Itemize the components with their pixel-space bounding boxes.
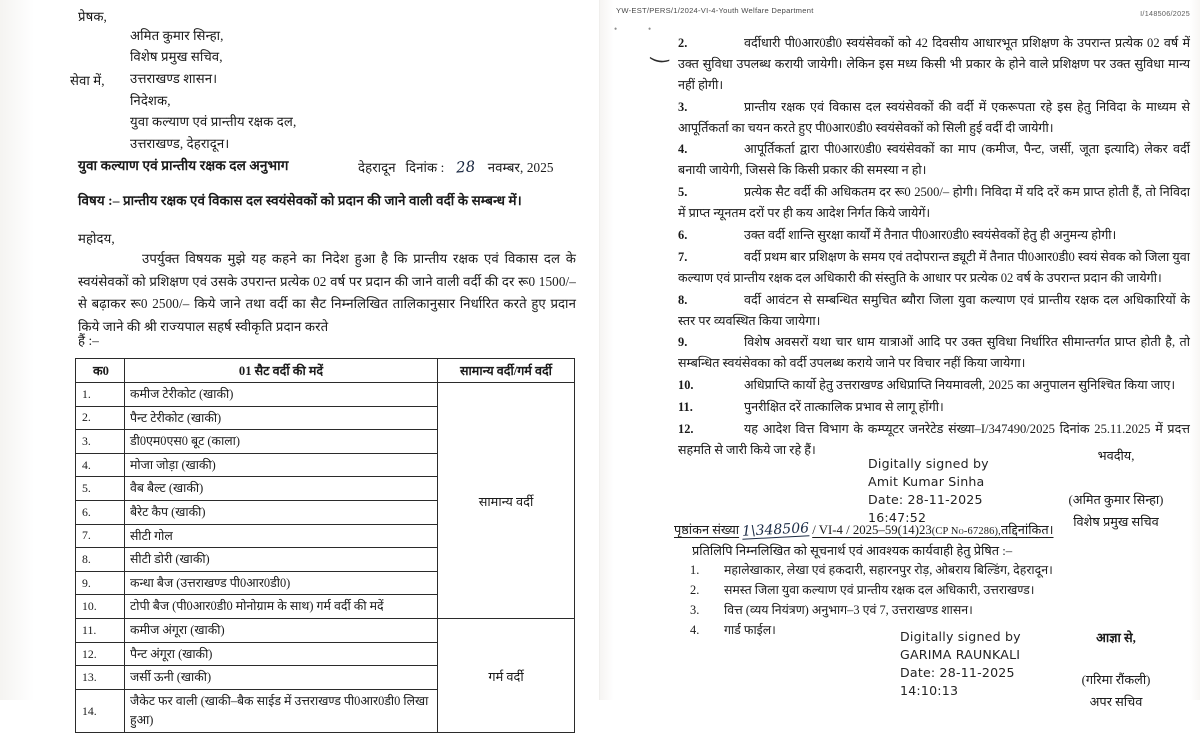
table-row (76, 619, 575, 643)
to-line-1: निदेशक, (130, 93, 171, 108)
row-serial: 13. (76, 666, 125, 690)
column-header-serial: क0 (76, 359, 125, 383)
row-serial: 7. (76, 524, 125, 548)
order-clause (678, 397, 1190, 418)
row-serial: 5. (76, 477, 125, 501)
order-clause (678, 332, 1190, 374)
salutation: महोदय, (78, 231, 115, 246)
endorsement-subtitle: प्रतिलिपि निम्नलिखित को सूचनार्थ एवं आवश्यक कार्यवाही हेतु प्रेषित :– (692, 544, 1013, 558)
order-clause (678, 290, 1190, 332)
clause-text: अधिप्राप्ति कार्यो हेतु उत्तराखण्ड अधिप्राप्ति नियमावली, 2025 का अनुपालन सुनिश्चित किया जाए। (744, 378, 1176, 393)
clause-number: 2. (678, 36, 688, 50)
subject-line (78, 190, 522, 212)
signatory-name: (गरिमा रौंकली) (1081, 672, 1151, 687)
clause-number: 4. (678, 142, 688, 157)
table-body (76, 383, 575, 733)
row-item: जैकेट फर वाली (खाकी–बैक साईड में उत्तराखण्ड पी0आर0डी0 लिखा हुआ) (125, 689, 438, 732)
uniform-items-table (75, 358, 575, 733)
row-item: वैब बैल्ट (खाकी) (125, 477, 438, 501)
department-section-heading: युवा कल्याण एवं प्रान्तीय रक्षक दल अनुभाग (78, 158, 289, 173)
subject-text: प्रान्तीय रक्षक एवं विकास दल स्वयंसेवकों को प्रदान की जाने वाली वर्दी के सम्बन्ध में। (122, 193, 522, 208)
handwritten-date-day: 28 (455, 157, 477, 177)
clause-number: 10. (678, 378, 694, 393)
order-clause (678, 97, 1190, 139)
signature-line-1: Digitally signed by (900, 629, 1021, 644)
row-item: डी0एम0एस0 बूट (काला) (125, 430, 438, 454)
signatory-designation: विशेष प्रमुख सचिव (1073, 514, 1159, 529)
closing-greeting: आज्ञा से, (1096, 631, 1136, 645)
table-header (76, 359, 575, 383)
endorsement-label: पृष्ठांकन संख्या (674, 523, 740, 537)
signature-line-1: Digitally signed by (868, 456, 989, 471)
document-page-left (0, 0, 600, 728)
clause-number: 9. (678, 335, 688, 350)
row-serial: 1. (76, 383, 125, 407)
body-paragraph-tail: हैं :– (78, 333, 99, 348)
row-item: कमीज टेरीकोट (खाकी) (125, 383, 438, 407)
row-serial: 3. (76, 430, 125, 454)
order-clause (678, 182, 1190, 224)
row-item: कन्धा बैज (उत्तराखण्ड पी0आर0डी0) (125, 571, 438, 595)
clause-number: 11. (678, 400, 693, 415)
clause-text: उक्त वर्दी शान्ति सुरक्षा कार्यों में तैनात पी0आर0डी0 स्वयंसेवकों हेतु ही अनुमन्य होगी। (744, 228, 1117, 243)
copy-item-text: गार्ड फाईल। (724, 623, 776, 638)
subject-label: विषय :– (78, 193, 120, 208)
clause-number: 6. (678, 228, 688, 243)
row-item: टोपी बैज (पी0आर0डी0 मोनोग्राम के साथ) गर्म वर्दी की मदें (125, 595, 438, 619)
to-address-block (130, 90, 296, 154)
clause-text: प्रान्तीय रक्षक एवं विकास दल स्वयंसेवकों की वर्दी में एकरूपता रहे इस हेतु निविदा के माध्यम से आपूर्तिकर्ता का चयन करते हुए पी0आर0डी0 स्वयंसेवकों को सिली हुई वर्दी दी जायेगी। (678, 99, 1190, 135)
copy-list-item (690, 560, 1190, 580)
copy-list-item (690, 580, 1190, 600)
column-header-item: 01 सैट वर्दी की मदें (125, 359, 438, 383)
endorsement-cp-number: (CP No-67286), (931, 526, 1001, 537)
copy-list-item (690, 600, 1190, 620)
order-clause (678, 225, 1190, 246)
row-serial: 12. (76, 642, 125, 666)
row-item: पैन्ट अंगूरा (खाकी) (125, 642, 438, 666)
from-line-2: विशेष प्रमुख सचिव, (130, 49, 223, 65)
row-item: पैन्ट टेरीकोट (खाकी) (125, 406, 438, 430)
order-clause (678, 139, 1190, 181)
closing-greeting: भवदीय, (1097, 449, 1135, 463)
row-serial: 14. (76, 689, 125, 732)
closing-block-secondary (1046, 628, 1186, 713)
date-month-year: नवम्बर, 2025 (487, 160, 554, 175)
clause-number: 5. (678, 185, 688, 200)
column-header-category: सामान्य वर्दी/गर्म वर्दी (438, 359, 575, 383)
from-line-3: उत्तराखण्ड शासन। (130, 70, 218, 86)
signature-line-4: 14:10:13 (900, 682, 959, 698)
copy-item-number: 2. (690, 583, 700, 598)
clause-number: 7. (678, 249, 688, 264)
clause-text: वर्दी आवंटन से सम्बन्धित समुचित ब्यौरा जिला युवा कल्याण एवं प्रान्तीय रक्षक दल अधिकारियों के स्तर पर व्यवस्थित किया जायेगा। (678, 292, 1190, 328)
date-label: दिनांक : (405, 160, 445, 175)
signature-line-3: Date: 28-11-2025 (900, 664, 1015, 680)
signature-line-3: Date: 28-11-2025 (868, 491, 983, 507)
copy-item-text: वित्त (व्यय नियंत्रण) अनुभाग–3 एवं 7, उत्तराखण्ड शासन। (724, 603, 973, 618)
clause-text: प्रत्येक सैट वर्दी की अधिकतम दर रू0 2500/– होगी। निविदा में यदि दरें कम प्राप्त होती हैं, तो निविदा में प्राप्त न्यूनतम दरों पर ही कय आदेश निर्गत किये जायेगें। (678, 185, 1190, 221)
table-row (76, 383, 575, 407)
row-serial: 4. (76, 453, 125, 477)
order-clause (678, 247, 1190, 289)
row-item: जर्सी ऊनी (खाकी) (125, 666, 438, 690)
category-cell-warm: गर्म वर्दी (438, 619, 575, 733)
row-serial: 9. (76, 571, 125, 595)
from-address-block (130, 25, 224, 89)
category-cell-general: सामान्य वर्दी (438, 383, 575, 619)
row-item: सीटी गोल (125, 524, 438, 548)
clause-number: 8. (678, 292, 688, 307)
order-clause-list (678, 33, 1190, 462)
uniform-items-table-container (75, 358, 575, 733)
place-label: देहरादून (358, 160, 396, 175)
clause-text: विशेष अवसरों यथा चार धाम यात्राओं आदि पर उक्त सुविधा निर्धारित सीमान्तर्गत प्राप्त होती है, तो सम्बन्धित स्वयंसेवका को वर्दी उपलब्ध कराये जाने पर विचार नहीं किया जायेगा। (678, 335, 1190, 371)
endorsement-suffix: तद्दिनांकित। (1001, 523, 1054, 537)
clause-text: यह आदेश वित्त विभाग के कम्प्यूटर जनरेटेड संख्या–I/347490/2025 दिनांक 25.11.2025 में प्रदत्त सहमति से जारी किये जा रहे हैं। (678, 422, 1190, 457)
clause-text: वर्दी प्रथम बार प्रशिक्षण के समय एवं तदोपरान्त ड्यूटी में तैनात पी0आर0डी0 स्वयं सेवक को जिला युवा कल्याण एवं प्रान्तीय रक्षक दल अधिकारी की संस्तुति के आधार पर प्रत्येक 02 वर्ष के उपरान्त प्रदान की जायेगी। (678, 249, 1190, 285)
row-serial: 6. (76, 501, 125, 525)
endorsement-number-line (674, 520, 1054, 538)
to-label: सेवा में, (70, 73, 105, 88)
clause-number: 12. (678, 422, 694, 437)
body-paragraph: उपर्युक्त विषयक मुझे यह कहने का निदेश हुआ है कि प्रान्तीय रक्षक एवं विकास दल के स्वयंसेवकों को प्रशिक्षण एवं उसके उपरान्त प्रत्येक 02 वर्ष पर प्रदान की जाने वाली वर्दी की दर रू0 1500/– से बढ़ाकर रू0 2500/– किये जाने तथा वर्दी का सैट निम्नलिखित तालिकानुसार निर्धारित करते हुए प्रदान किये जाने की श्री राज्यपाल सहर्ष स्वीकृति प्रदान करते (78, 251, 576, 335)
digital-signature-garima-raunkali (900, 628, 1021, 700)
from-label: प्रेषक, (78, 9, 107, 24)
row-serial: 2. (76, 406, 125, 430)
to-line-3: उत्तराखण्ड, देहरादून। (130, 135, 230, 151)
speck-icon: • (648, 24, 652, 34)
digital-signature-amit-kumar-sinha (868, 455, 989, 527)
handwritten-endorsement-number: 1\348506 (741, 520, 810, 540)
row-item: मोजा जोड़ा (खाकी) (125, 453, 438, 477)
clause-text: वर्दीधारी पी0आर0डी0 स्वयंसेवकों को 42 दिवसीय आधारभूत प्रशिक्षण के उपरान्त प्रत्येक 02 वर्ष में उक्त सुविधा उपलब्ध करायी जायेगी। लेकिन इस मध्य किसी भी प्रकार के होने वाले प्रशिक्षण पर उक्त सुविधा मान्य नहीं होगी। (678, 36, 1190, 92)
document-page-right (600, 0, 1200, 709)
to-line-2: युवा कल्याण एवं प्रान्तीय रक्षक दल, (130, 114, 297, 130)
handwritten-hook-mark: ‿ (650, 36, 672, 65)
copy-item-number: 1. (690, 563, 700, 577)
place-and-date-line (358, 155, 554, 179)
clause-text: आपूर्तिकर्ता द्वारा पी0आर0डी0 स्वयंसेवकों का माप (कमीज, पैन्ट, जर्सी, जूता इत्यादि) लेकर वर्दी बनायी जायेगी, जिससे कि किसी प्रकार की समस्या न हो। (678, 142, 1190, 178)
table-header-row (76, 359, 575, 383)
endorsement-rest: / VI-4 / 2025–59(14)23 (812, 523, 932, 537)
copy-item-text: समस्त जिला युवा कल्याण एवं प्रान्तीय रक्षक दल अधिकारी, उत्तराखण्ड। (724, 583, 1035, 598)
closing-block-primary (1046, 446, 1186, 533)
copy-item-number: 3. (690, 603, 700, 618)
clause-text: पुनरीक्षित दरें तात्कालिक प्रभाव से लागू होंगी। (744, 400, 944, 415)
signature-line-2: GARIMA RAUNKALI (900, 646, 1021, 662)
speck-icon: • (614, 24, 618, 34)
from-line-1: अमित कुमार सिन्हा, (130, 28, 224, 43)
row-item: कमीज अंगूरा (खाकी) (125, 619, 438, 643)
signature-line-4: 16:47:52 (868, 509, 927, 525)
signatory-designation: अपर सचिव (1089, 694, 1143, 709)
row-item: बैरेट कैप (खाकी) (125, 501, 438, 525)
row-item: सीटी डोरी (खाकी) (125, 548, 438, 572)
header-document-number: I/148506/2025 (1140, 9, 1190, 18)
copy-item-text: महालेखाकार, लेखा एवं हकदारी, सहारनपुर रोड़, ओबराय बिल्डिंग, देहरादून। (724, 563, 1053, 577)
order-clause (678, 33, 1190, 96)
order-clause (678, 375, 1190, 396)
row-serial: 11. (76, 619, 125, 643)
copy-item-number: 4. (690, 623, 700, 638)
signature-line-2: Amit Kumar Sinha (868, 473, 985, 489)
row-serial: 10. (76, 595, 125, 619)
header-file-reference: YW-EST/PERS/1/2024-VI-4-Youth Welfare Department (616, 6, 814, 15)
clause-number: 3. (678, 99, 688, 114)
row-serial: 8. (76, 548, 125, 572)
signatory-name: (अमित कुमार सिन्हा) (1068, 492, 1164, 507)
